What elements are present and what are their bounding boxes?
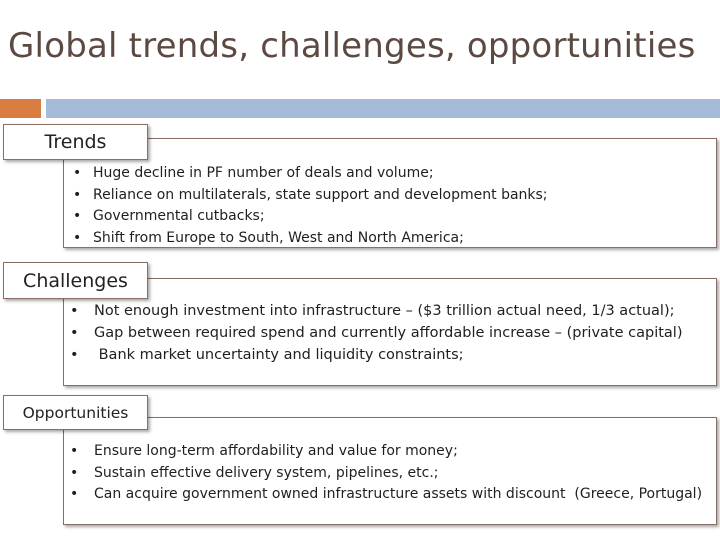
bullet-icon: • (70, 303, 79, 319)
list-item (73, 186, 548, 208)
bullet-icon: • (70, 325, 79, 341)
list-item (73, 229, 548, 251)
challenges-label: Challenges (3, 262, 148, 299)
bullet-icon: • (70, 443, 79, 459)
opportunities-list (70, 442, 702, 507)
challenges-list (70, 302, 682, 368)
opportunities-label: Opportunities (3, 395, 148, 430)
bullet-icon: • (70, 347, 79, 363)
list-item-text: Gap between required spend and currently affordable increase – (private capital) (94, 325, 683, 341)
list-item (73, 164, 548, 186)
list-item-text: Reliance on multilaterals, state support and development banks; (93, 186, 548, 203)
bullet-icon: • (73, 165, 82, 181)
bullet-icon: • (73, 186, 82, 203)
trends-label: Trends (3, 124, 148, 160)
list-item-text: Governmental cutbacks; (93, 208, 265, 224)
accent-bar-orange (0, 99, 41, 118)
bullet-icon: • (73, 229, 82, 246)
list-item (73, 207, 548, 229)
accent-bar-blue (46, 99, 720, 118)
list-item (70, 485, 702, 507)
list-item (70, 442, 702, 464)
slide-title: Global trends, challenges, opportunities (8, 26, 696, 66)
list-item-text: Shift from Europe to South, West and North America; (93, 229, 464, 246)
trends-list (73, 164, 548, 250)
list-item-text: Not enough investment into infrastructure – ($3 trillion actual need, 1/3 actual); (94, 303, 675, 319)
list-item-text: Can acquire government owned infrastructure assets with discount (Greece, Portugal) (94, 486, 703, 502)
list-item (70, 464, 702, 486)
list-item-text: Bank market uncertainty and liquidity constraints; (94, 347, 464, 363)
list-item (70, 324, 682, 346)
list-item-text: Sustain effective delivery system, pipelines, etc.; (94, 464, 439, 481)
bullet-icon: • (70, 486, 79, 502)
list-item-text: Ensure long-term affordability and value for money; (94, 443, 458, 459)
bullet-icon: • (73, 208, 82, 224)
list-item (70, 346, 682, 368)
list-item (70, 302, 682, 324)
bullet-icon: • (70, 464, 79, 481)
list-item-text: Huge decline in PF number of deals and volume; (93, 165, 434, 181)
